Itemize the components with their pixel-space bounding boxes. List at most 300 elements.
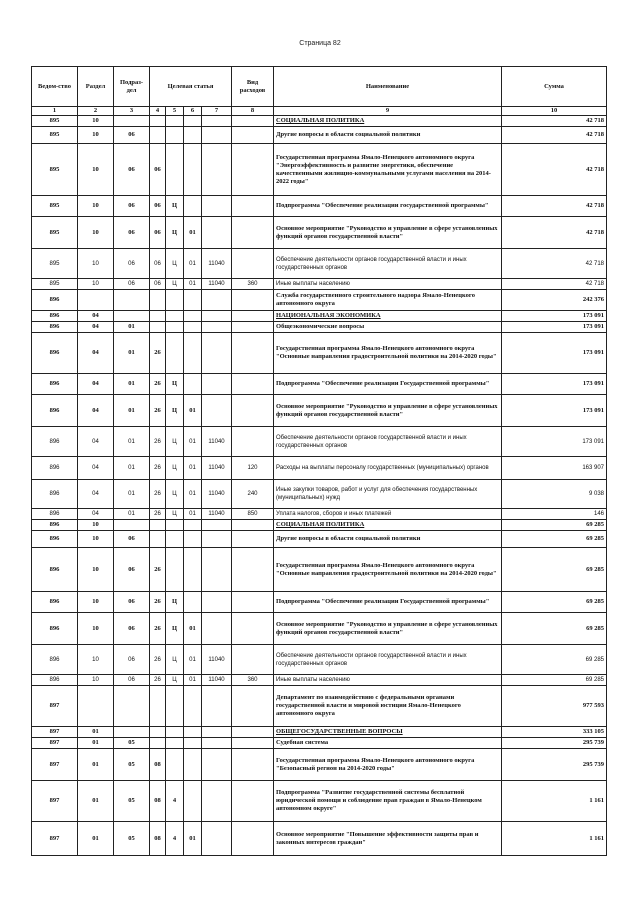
program-cell: 06 [150, 217, 166, 249]
direction-cell: 11040 [202, 480, 232, 509]
expense-type-cell [232, 196, 274, 217]
subsection-cell: 05 [114, 781, 150, 822]
event-cell: 01 [184, 645, 202, 675]
department-cell: 896 [32, 613, 78, 645]
col-header-subsection: Подраз-дел [114, 67, 150, 107]
subprogram-cell [166, 333, 184, 374]
name-cell: Другие вопросы в области социальной политики [274, 127, 502, 144]
subsection-cell [114, 290, 150, 311]
name-cell: Иные выплаты населению [274, 279, 502, 290]
subprogram-cell: Ц [166, 645, 184, 675]
name-cell: Служба государственного строительного надзора Ямало-Ненецкого автономного округа [274, 290, 502, 311]
expense-type-cell [232, 144, 274, 196]
table-row [32, 196, 607, 217]
department-cell: 896 [32, 548, 78, 592]
department-cell: 895 [32, 217, 78, 249]
table-row [32, 374, 607, 395]
section-cell: 10 [78, 520, 114, 531]
direction-cell [202, 686, 232, 727]
subprogram-cell: Ц [166, 279, 184, 290]
name-cell: СОЦИАЛЬНАЯ ПОЛИТИКА [274, 520, 502, 531]
column-number: 6 [184, 107, 202, 116]
column-number: 8 [232, 107, 274, 116]
col-header-expense-type: Вид расходов [232, 67, 274, 107]
subprogram-cell: 4 [166, 822, 184, 856]
expense-type-cell [232, 592, 274, 613]
section-cell: 01 [78, 781, 114, 822]
event-cell: 01 [184, 427, 202, 457]
program-cell [150, 127, 166, 144]
department-cell: 896 [32, 333, 78, 374]
direction-cell [202, 333, 232, 374]
section-cell: 10 [78, 127, 114, 144]
table-row [32, 116, 607, 127]
direction-cell [202, 749, 232, 781]
name-cell: Основное мероприятие "Повышение эффективности защиты прав и законных интересов граждан" [274, 822, 502, 856]
subprogram-cell: Ц [166, 480, 184, 509]
direction-cell: 11040 [202, 509, 232, 520]
sum-cell: 333 105 [502, 727, 607, 738]
name-cell: Департамент по взаимодействию с федеральными органами государственной власти и мировой юстиции Ямало-Ненецкого автономного округа [274, 686, 502, 727]
col-header-target-article: Целевая статья [150, 67, 232, 107]
subsection-cell: 01 [114, 333, 150, 374]
sum-cell: 69 285 [502, 520, 607, 531]
subprogram-cell: Ц [166, 196, 184, 217]
program-cell: 26 [150, 645, 166, 675]
name-cell: Подпрограмма "Обеспечение реализации государственной программы" [274, 196, 502, 217]
expense-type-cell: 360 [232, 675, 274, 686]
sum-cell: 295 739 [502, 749, 607, 781]
expense-type-cell: 360 [232, 279, 274, 290]
direction-cell [202, 822, 232, 856]
direction-cell: 11040 [202, 427, 232, 457]
sum-cell: 42 718 [502, 144, 607, 196]
section-cell: 10 [78, 144, 114, 196]
subsection-cell: 05 [114, 749, 150, 781]
department-cell: 896 [32, 531, 78, 548]
department-cell: 896 [32, 311, 78, 322]
table-row [32, 781, 607, 822]
column-number: 2 [78, 107, 114, 116]
expense-type-cell [232, 727, 274, 738]
name-cell: Расходы на выплаты персоналу государственных (муниципальных) органов [274, 457, 502, 480]
table-row [32, 279, 607, 290]
subprogram-cell: Ц [166, 249, 184, 279]
event-cell: 01 [184, 822, 202, 856]
direction-cell [202, 116, 232, 127]
event-cell: 01 [184, 613, 202, 645]
name-cell: Подпрограмма "Обеспечение реализации Государственной программы" [274, 592, 502, 613]
subsection-cell: 06 [114, 144, 150, 196]
section-cell: 10 [78, 279, 114, 290]
sum-cell: 42 718 [502, 217, 607, 249]
event-cell [184, 374, 202, 395]
subprogram-cell: Ц [166, 374, 184, 395]
department-cell: 895 [32, 116, 78, 127]
event-cell [184, 116, 202, 127]
sum-cell: 173 091 [502, 311, 607, 322]
sum-cell: 42 718 [502, 127, 607, 144]
table-row [32, 675, 607, 686]
event-cell [184, 531, 202, 548]
expense-type-cell [232, 322, 274, 333]
program-cell: 26 [150, 509, 166, 520]
expense-type-cell [232, 645, 274, 675]
subsection-cell [114, 520, 150, 531]
sum-cell: 69 285 [502, 613, 607, 645]
sum-cell: 69 285 [502, 675, 607, 686]
header-row [32, 67, 607, 107]
subprogram-cell: Ц [166, 613, 184, 645]
expense-type-cell: 850 [232, 509, 274, 520]
name-cell: ОБЩЕГОСУДАРСТВЕННЫЕ ВОПРОСЫ [274, 727, 502, 738]
department-cell: 896 [32, 290, 78, 311]
program-cell: 06 [150, 196, 166, 217]
subprogram-cell: Ц [166, 457, 184, 480]
department-cell: 895 [32, 144, 78, 196]
table-row [32, 509, 607, 520]
program-cell: 26 [150, 395, 166, 427]
section-cell: 04 [78, 395, 114, 427]
subsection-cell: 06 [114, 592, 150, 613]
program-cell: 26 [150, 592, 166, 613]
program-cell: 26 [150, 427, 166, 457]
expense-type-cell [232, 520, 274, 531]
subsection-cell: 01 [114, 509, 150, 520]
sum-cell: 173 091 [502, 427, 607, 457]
program-cell: 06 [150, 249, 166, 279]
department-cell: 896 [32, 645, 78, 675]
sum-cell: 173 091 [502, 374, 607, 395]
expense-type-cell [232, 548, 274, 592]
subsection-cell: 01 [114, 374, 150, 395]
col-header-sum: Сумма [502, 67, 607, 107]
program-cell [150, 311, 166, 322]
column-number: 4 [150, 107, 166, 116]
column-number: 5 [166, 107, 184, 116]
name-cell: Государственная программа Ямало-Ненецкого автономного округа "Основные направления градостроительной политики на 2014-2020 годы" [274, 333, 502, 374]
direction-cell [202, 217, 232, 249]
name-cell: Государственная программа Ямало-Ненецкого автономного округа "Энергоэффективность и развитие энергетики, обеспечение качественными жилищно-коммунальными услугами населения на 2014-2022 годы" [274, 144, 502, 196]
subprogram-cell [166, 144, 184, 196]
expense-type-cell [232, 333, 274, 374]
name-cell: Обеспечение деятельности органов государственной власти и иных государственных органов [274, 249, 502, 279]
section-cell: 04 [78, 457, 114, 480]
department-cell: 896 [32, 592, 78, 613]
expense-type-cell [232, 749, 274, 781]
department-cell: 895 [32, 249, 78, 279]
col-header-department: Ведом-ство [32, 67, 78, 107]
subsection-cell: 06 [114, 548, 150, 592]
table-row [32, 727, 607, 738]
sum-cell: 42 718 [502, 116, 607, 127]
sum-cell: 977 593 [502, 686, 607, 727]
department-cell: 897 [32, 727, 78, 738]
subsection-cell: 06 [114, 279, 150, 290]
name-cell: Иные закупки товаров, работ и услуг для обеспечения государственных (муниципальных) нужд [274, 480, 502, 509]
sum-cell: 69 285 [502, 531, 607, 548]
direction-cell [202, 311, 232, 322]
subprogram-cell: Ц [166, 395, 184, 427]
expense-type-cell [232, 395, 274, 427]
subprogram-cell [166, 127, 184, 144]
event-cell: 01 [184, 675, 202, 686]
subprogram-cell: 4 [166, 781, 184, 822]
department-cell: 897 [32, 749, 78, 781]
expense-type-cell [232, 531, 274, 548]
event-cell [184, 738, 202, 749]
table-row [32, 127, 607, 144]
department-cell: 897 [32, 822, 78, 856]
department-cell: 895 [32, 196, 78, 217]
expense-type-cell [232, 427, 274, 457]
sum-cell: 9 038 [502, 480, 607, 509]
table-row [32, 613, 607, 645]
event-cell [184, 311, 202, 322]
direction-cell: 11040 [202, 675, 232, 686]
name-cell: НАЦИОНАЛЬНАЯ ЭКОНОМИКА [274, 311, 502, 322]
table-row [32, 749, 607, 781]
table-row [32, 822, 607, 856]
direction-cell: 11040 [202, 249, 232, 279]
subsection-cell: 05 [114, 738, 150, 749]
subprogram-cell [166, 311, 184, 322]
section-cell: 04 [78, 427, 114, 457]
expense-type-cell [232, 249, 274, 279]
department-cell: 896 [32, 322, 78, 333]
name-cell: Основное мероприятие "Руководство и управление в сфере установленных функций органов государственной власти" [274, 217, 502, 249]
direction-cell [202, 374, 232, 395]
subsection-cell [114, 686, 150, 727]
subsection-cell: 06 [114, 196, 150, 217]
program-cell: 08 [150, 749, 166, 781]
subprogram-cell: Ц [166, 675, 184, 686]
name-cell: Государственная программа Ямало-Ненецкого автономного округа "Основные направления градостроительной политики на 2014-2020 годы" [274, 548, 502, 592]
direction-cell: 11040 [202, 279, 232, 290]
expense-type-cell [232, 613, 274, 645]
table-row [32, 311, 607, 322]
direction-cell [202, 727, 232, 738]
program-cell: 06 [150, 144, 166, 196]
section-cell: 04 [78, 311, 114, 322]
column-number-row [32, 107, 607, 116]
section-cell: 10 [78, 249, 114, 279]
subsection-cell [114, 116, 150, 127]
direction-cell [202, 395, 232, 427]
sum-cell: 1 161 [502, 781, 607, 822]
event-cell [184, 520, 202, 531]
subprogram-cell [166, 738, 184, 749]
section-cell: 01 [78, 727, 114, 738]
subprogram-cell [166, 290, 184, 311]
section-cell: 01 [78, 822, 114, 856]
budget-table [31, 66, 607, 856]
direction-cell [202, 613, 232, 645]
subsection-cell: 06 [114, 675, 150, 686]
name-cell: Иные выплаты населению [274, 675, 502, 686]
department-cell: 895 [32, 127, 78, 144]
page-number: Страница 82 [299, 40, 341, 47]
event-cell [184, 781, 202, 822]
name-cell: Подпрограмма "Обеспечение реализации Государственной программы" [274, 374, 502, 395]
direction-cell [202, 738, 232, 749]
table-body [32, 116, 607, 856]
program-cell [150, 531, 166, 548]
section-cell: 04 [78, 480, 114, 509]
table-row [32, 686, 607, 727]
sum-cell: 69 285 [502, 645, 607, 675]
table-row [32, 217, 607, 249]
program-cell [150, 290, 166, 311]
subprogram-cell [166, 531, 184, 548]
expense-type-cell [232, 822, 274, 856]
name-cell: Уплата налогов, сборов и иных платежей [274, 509, 502, 520]
program-cell [150, 520, 166, 531]
direction-cell [202, 531, 232, 548]
sum-cell: 1 161 [502, 822, 607, 856]
program-cell: 26 [150, 457, 166, 480]
table-row [32, 322, 607, 333]
sum-cell: 69 285 [502, 548, 607, 592]
subprogram-cell [166, 116, 184, 127]
column-number: 1 [32, 107, 78, 116]
expense-type-cell: 120 [232, 457, 274, 480]
section-cell: 04 [78, 333, 114, 374]
direction-cell [202, 290, 232, 311]
name-cell: Подпрограмма "Развитие государственной системы бесплатной юридической помощи и соблюдение прав граждан в Ямало-Ненецком автономном округе" [274, 781, 502, 822]
section-cell: 10 [78, 645, 114, 675]
event-cell: 01 [184, 249, 202, 279]
event-cell [184, 144, 202, 196]
subsection-cell: 06 [114, 645, 150, 675]
program-cell: 26 [150, 675, 166, 686]
col-header-section: Раздел [78, 67, 114, 107]
direction-cell: 11040 [202, 457, 232, 480]
program-cell: 06 [150, 279, 166, 290]
subsection-cell: 06 [114, 531, 150, 548]
direction-cell [202, 592, 232, 613]
direction-cell [202, 322, 232, 333]
name-cell: Основное мероприятие "Руководство и управление в сфере установленных функций органов государственной власти" [274, 613, 502, 645]
section-cell: 10 [78, 675, 114, 686]
subsection-cell: 01 [114, 395, 150, 427]
column-number: 9 [274, 107, 502, 116]
subsection-cell [114, 727, 150, 738]
section-cell: 10 [78, 613, 114, 645]
column-number: 10 [502, 107, 607, 116]
section-cell: 01 [78, 738, 114, 749]
table-row [32, 290, 607, 311]
direction-cell [202, 144, 232, 196]
direction-cell [202, 196, 232, 217]
event-cell [184, 290, 202, 311]
col-header-name: Наименование [274, 67, 502, 107]
department-cell: 896 [32, 509, 78, 520]
direction-cell: 11040 [202, 645, 232, 675]
subsection-cell: 06 [114, 613, 150, 645]
section-cell: 10 [78, 592, 114, 613]
subprogram-cell [166, 727, 184, 738]
event-cell [184, 548, 202, 592]
subsection-cell: 01 [114, 427, 150, 457]
subprogram-cell [166, 548, 184, 592]
event-cell [184, 686, 202, 727]
expense-type-cell [232, 686, 274, 727]
expense-type-cell [232, 738, 274, 749]
sum-cell: 173 091 [502, 333, 607, 374]
event-cell [184, 727, 202, 738]
name-cell: Другие вопросы в области социальной политики [274, 531, 502, 548]
sum-cell: 146 [502, 509, 607, 520]
section-cell: 04 [78, 509, 114, 520]
table-row [32, 592, 607, 613]
sum-cell: 242 376 [502, 290, 607, 311]
name-cell: Обеспечение деятельности органов государственной власти и иных государственных органов [274, 427, 502, 457]
subsection-cell: 06 [114, 217, 150, 249]
department-cell: 896 [32, 520, 78, 531]
subprogram-cell: Ц [166, 509, 184, 520]
direction-cell [202, 520, 232, 531]
expense-type-cell [232, 116, 274, 127]
table-row [32, 480, 607, 509]
expense-type-cell [232, 290, 274, 311]
event-cell [184, 127, 202, 144]
sum-cell: 295 739 [502, 738, 607, 749]
direction-cell [202, 127, 232, 144]
department-cell: 896 [32, 395, 78, 427]
section-cell: 04 [78, 322, 114, 333]
expense-type-cell [232, 311, 274, 322]
subsection-cell: 05 [114, 822, 150, 856]
department-cell: 896 [32, 374, 78, 395]
section-cell: 10 [78, 116, 114, 127]
column-number: 7 [202, 107, 232, 116]
program-cell [150, 116, 166, 127]
table-row [32, 531, 607, 548]
expense-type-cell [232, 781, 274, 822]
direction-cell [202, 781, 232, 822]
subsection-cell [114, 311, 150, 322]
name-cell: Общеэкономические вопросы [274, 322, 502, 333]
sum-cell: 173 091 [502, 395, 607, 427]
subprogram-cell [166, 520, 184, 531]
subsection-cell: 01 [114, 480, 150, 509]
subprogram-cell: Ц [166, 217, 184, 249]
program-cell [150, 738, 166, 749]
table-row [32, 457, 607, 480]
sum-cell: 42 718 [502, 249, 607, 279]
section-cell: 10 [78, 196, 114, 217]
program-cell [150, 727, 166, 738]
table-row [32, 333, 607, 374]
event-cell [184, 196, 202, 217]
name-cell: Обеспечение деятельности органов государственной власти и иных государственных органов [274, 645, 502, 675]
direction-cell [202, 548, 232, 592]
event-cell [184, 333, 202, 374]
table-row [32, 249, 607, 279]
program-cell [150, 686, 166, 727]
program-cell: 26 [150, 333, 166, 374]
event-cell: 01 [184, 509, 202, 520]
sum-cell: 163 907 [502, 457, 607, 480]
program-cell: 08 [150, 822, 166, 856]
section-cell: 04 [78, 374, 114, 395]
sum-cell: 42 718 [502, 279, 607, 290]
section-cell [78, 290, 114, 311]
event-cell: 01 [184, 480, 202, 509]
table-row [32, 427, 607, 457]
event-cell [184, 592, 202, 613]
